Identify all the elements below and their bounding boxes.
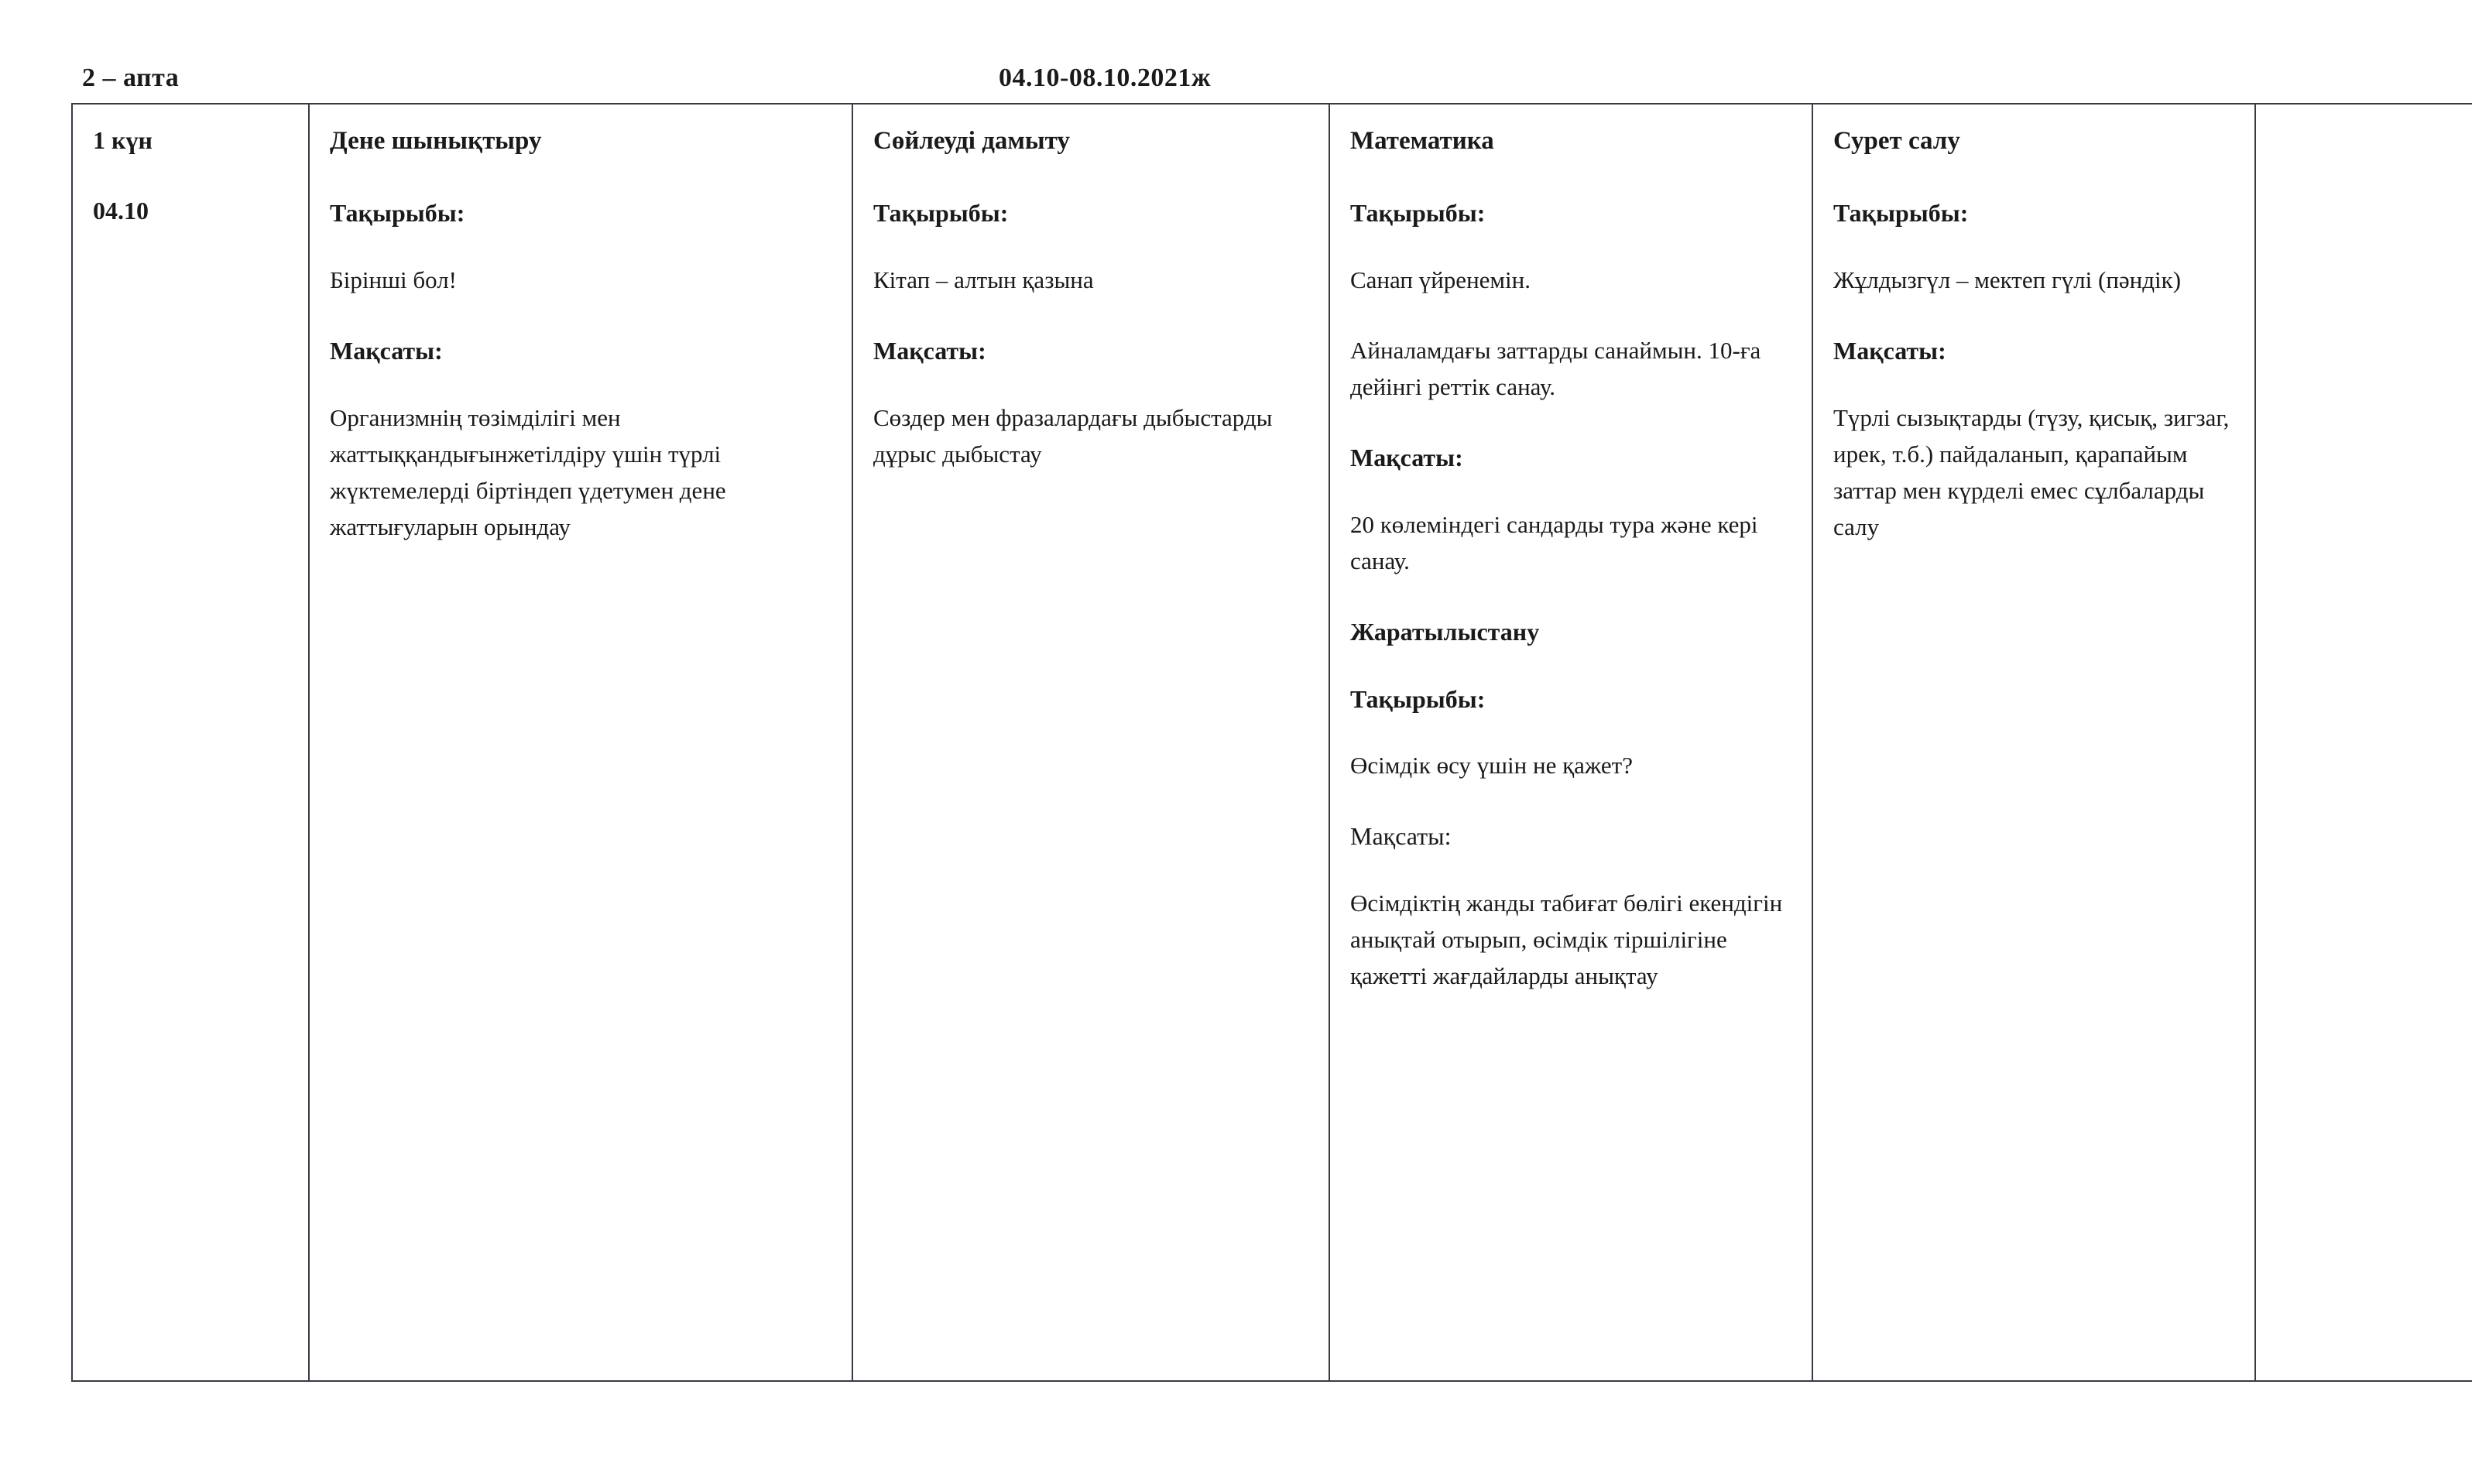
- goal-text: Түрлі сызықтарды (түзу, қисық, зигзаг, ирек, т.б.) пайдаланып, қарапайым заттар мен күрделі емес сұлбаларды салу: [1833, 403, 2230, 540]
- subject-cell-speech-development: [852, 104, 1329, 1381]
- topic-text: Бірінші бол!: [330, 266, 458, 293]
- day-cell: [72, 104, 309, 1381]
- topic-label: Тақырыбы:: [1350, 199, 1486, 228]
- document-header: [0, 31, 2472, 92]
- topic-label: Тақырыбы:: [330, 199, 465, 228]
- subject-title: Сөйлеуді дамыту: [873, 127, 1070, 155]
- goal-text: Организмнің төзімділігі мен жаттыққандығынжетілдіру үшін түрлі жүктемелерді біртіндеп үдетумен дене жаттығуларын орындау: [330, 403, 726, 540]
- subject-title: Сурет салу: [1833, 127, 1960, 155]
- day-name: 1 күн: [93, 126, 153, 154]
- subject-title: Дене шынықтыру: [330, 127, 542, 155]
- goal-label: Мақсаты:: [1833, 336, 1946, 365]
- subject-cell-drawing: [1812, 104, 2255, 1381]
- goal-label: Мақсаты:: [873, 336, 986, 365]
- topic-label: Тақырыбы:: [873, 199, 1009, 228]
- goal-label-science: Мақсаты:: [1350, 822, 1452, 851]
- subject-cell-physical-education: [309, 104, 852, 1381]
- subject-cell-mathematics: [1329, 104, 1812, 1381]
- goal-text-science: Өсімдіктің жанды табиғат бөлігі екендігін анықтай отырып, өсімдік тіршілігіне қажетті жағдайларды анықтау: [1350, 889, 1783, 990]
- empty-cell: [2255, 104, 2472, 1381]
- topic-text: Санап үйренемін.: [1350, 266, 1531, 293]
- topic-text-secondary: Айналамдағы заттарды санаймын. 10-ға дейінгі реттік санау.: [1350, 336, 1761, 400]
- section-heading-science: Жаратылыстану: [1350, 617, 1540, 646]
- goal-label: Мақсаты:: [330, 336, 443, 365]
- date-range-label: 04.10-08.10.2021ж: [999, 63, 1211, 92]
- topic-text: Кітап – алтын қазына: [873, 266, 1094, 293]
- day-date: 04.10: [93, 196, 149, 224]
- table-row: [72, 104, 2472, 1381]
- week-label: 2 – апта: [82, 63, 180, 92]
- goal-text: Сөздер мен фразалардағы дыбыстарды дұрыс дыбыстау: [873, 403, 1273, 468]
- topic-label: Тақырыбы:: [1833, 199, 1969, 228]
- topic-label-science: Тақырыбы:: [1350, 684, 1486, 713]
- weekly-plan-table: [71, 103, 2472, 1382]
- goal-text: 20 көлеміндегі сандарды тура және кері санау.: [1350, 510, 1758, 574]
- subject-title: Математика: [1350, 127, 1494, 155]
- topic-text-science: Өсімдік өсу үшін не қажет?: [1350, 752, 1633, 780]
- goal-label: Мақсаты:: [1350, 444, 1463, 472]
- topic-text: Жұлдызгүл – мектеп гүлі (пәндік): [1833, 266, 2182, 293]
